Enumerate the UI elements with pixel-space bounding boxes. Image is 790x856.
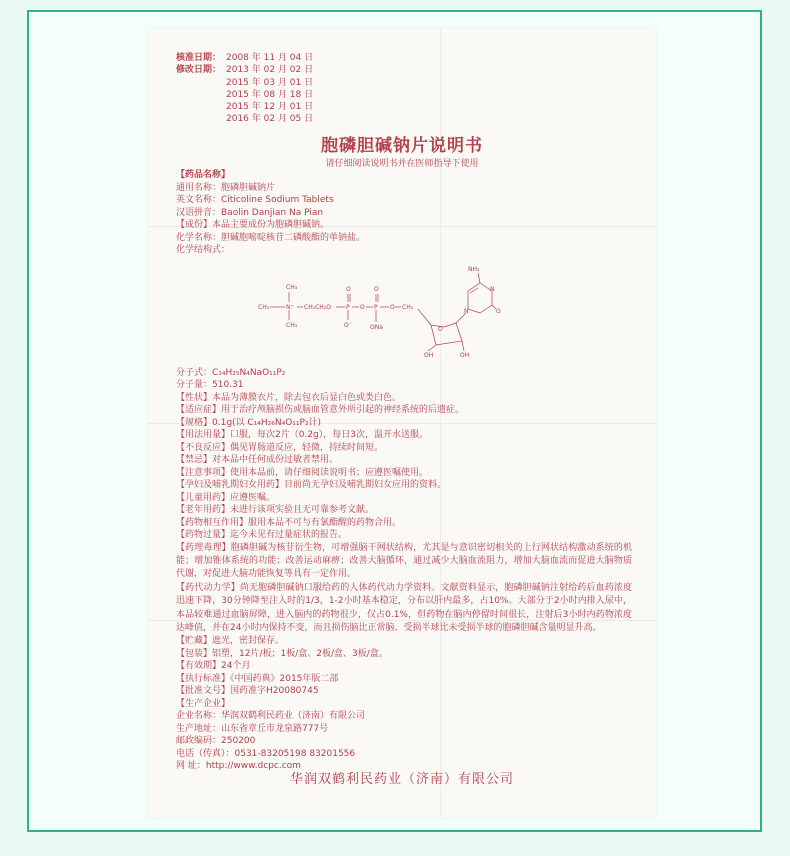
amino-label: NH₂ (468, 265, 480, 273)
section-children: 【儿童用药】应遵医嘱。 (176, 492, 276, 503)
methyl-label: CH₃ (258, 303, 270, 311)
date-label: 核准日期： (176, 53, 222, 63)
section-specification: 【规格】0.1g(以 C₁₄H₂₆N₄O₁₁P₂计) (176, 417, 322, 428)
company-address: 生产地址：山东省章丘市龙泉路777号 (176, 723, 329, 734)
date-value: 2013 年 02 月 02 日 (226, 65, 314, 76)
nitrogen-label: N (464, 307, 469, 315)
document-title: 胞磷胆碱钠片说明书 (321, 136, 483, 156)
section-properties: 【性状】本品为薄膜衣片，除去包衣后显白色或类白色。 (176, 392, 402, 403)
date-label (176, 113, 226, 125)
section-storage: 【贮藏】遮光，密封保存。 (176, 636, 285, 647)
structure-label: 化学结构式： (176, 245, 231, 255)
section-standard: 【执行标准】《中国药典》2015年版二部 (176, 673, 339, 684)
methyl-label: CH₃ (286, 321, 298, 329)
section-ingredients: 【成份】本品主要成份为胞磷胆碱钠。 (176, 220, 330, 230)
phosphorus-label: P (346, 303, 350, 311)
section-indications: 【适应症】用于治疗颅脑损伤或脑血管意外所引起的神经系统的后遗症。 (176, 405, 465, 415)
company-phone: 电话（传真）：0531-83205198 83201556 (176, 748, 356, 759)
section-elderly: 【老年用药】未进行该项实验且无可靠参考文献。 (176, 505, 375, 515)
oxide-label: O⁻ (344, 321, 352, 329)
section-validity: 【有效期】24个月 (176, 661, 251, 672)
company-name: 企业名称：华润双鹤利民药业（济南）有限公司 (176, 711, 366, 722)
oxygen-label: O (438, 325, 443, 333)
date-row (176, 64, 316, 76)
section-overdose: 【药物过量】迄今未见有过量症状的报告。 (176, 530, 348, 540)
date-value: 2015 年 03 月 01 日 (226, 77, 314, 88)
date-value: 2016 年 02 月 05 日 (226, 114, 314, 125)
date-row (176, 89, 316, 101)
ethylene-label: CH₂CH₂O (304, 303, 331, 311)
section-pregnancy: 【孕妇及哺乳期妇女用药】目前尚无孕妇及哺乳期妇女应用的资料。 (176, 480, 447, 490)
english-name: 英文名称：Citicoline Sodium Tablets (176, 195, 334, 205)
date-label (176, 77, 226, 89)
generic-name: 通用名称：胞磷胆碱钠片 (176, 182, 276, 193)
section-adverse-reactions: 【不良反应】偶见胃肠道反应，轻微，持续时间短。 (176, 442, 384, 453)
section-dosage: 【用法用量】口服，每次2片（0.2g），每日3次，温开水送服。 (176, 430, 428, 440)
section-approval-number: 【批准文号】国药准字H20080745 (176, 686, 319, 697)
sodium-oxide-label: ONa (370, 323, 383, 331)
date-label: 修改日期： (176, 65, 222, 76)
hydroxyl-label: OH (460, 351, 470, 359)
oxygen-label: O (374, 285, 379, 293)
section-precautions: 【注意事项】使用本品前，请仔细阅读说明书；应遵医嘱使用。 (176, 467, 429, 478)
molecular-weight: 分子量：510.31 (176, 380, 244, 390)
phosphorus-label: P (374, 303, 378, 311)
methylene-label: CH₂ (402, 303, 414, 311)
nitrogen-label: N (490, 285, 495, 293)
section-manufacturer: 【生产企业】 (176, 698, 231, 709)
date-label (176, 101, 226, 113)
hydroxyl-label: OH (424, 351, 434, 359)
oxygen-label: O (346, 285, 351, 293)
date-row (176, 101, 316, 113)
section-interactions: 【药物相互作用】服用本品不可与有氯酯醒的药物合用。 (176, 517, 402, 528)
section-contraindications: 【禁忌】对本品中任何成份过敏者禁用。 (176, 455, 339, 465)
date-value: 2015 年 12 月 01 日 (226, 102, 314, 113)
date-row (176, 52, 316, 64)
company-footer: 华润双鹤利民药业（济南）有限公司 (289, 772, 514, 787)
oxygen-label: O (390, 303, 395, 311)
chemical-name: 化学名称：胆碱胞嘧啶核苷二磷酸酯的单钠盐。 (176, 232, 366, 243)
date-row (176, 77, 316, 89)
date-row (176, 113, 316, 125)
date-label (176, 89, 226, 101)
approval-dates (176, 52, 316, 126)
methyl-label: CH₃ (286, 283, 298, 291)
pinyin-name: 汉语拼音：Baolin Danjian Na Pian (176, 207, 324, 218)
leaflet-paper (148, 28, 656, 818)
chemical-structure (176, 257, 632, 367)
quaternary-nitrogen-label: N⁺ (286, 303, 294, 311)
company-postcode: 邮政编码：250200 (176, 736, 256, 747)
date-value: 2008 年 11 月 04 日 (226, 53, 314, 63)
leaflet-content (176, 169, 632, 773)
section-drug-name: 【药品名称】 (176, 170, 231, 180)
section-pharmacokinetics: 【药代动力学】尚无胞磷胆碱钠口服给药的人体药代动力学资料。文献资料显示，胞磷胆碱钠注射给药后血药浓度迅速下降，30分钟降至注入时的1/3，1-2小时基本稳定，分布以肝内最多，占10%。大部分于2小时内排入尿中，本品较难通过血脑屏障，进入脑内的药物很少，仅占0.1%，但药物在脑内停留时间很长，注射后3小时内药物浓度达峰值，并在24小时内保持不变，而且损伤脑比正常脑、受损半球比未受损半球的胞磷胆碱含量明显升高。 (176, 582, 632, 633)
date-value: 2015 年 08 月 18 日 (226, 89, 314, 100)
document-subtitle: 请仔细阅读说明书并在医师指导下使用 (325, 159, 479, 169)
company-website: 网 址：http://www.dcpc.com (176, 761, 301, 772)
oxygen-label: O (360, 303, 365, 311)
structure-diagram (256, 257, 556, 367)
molecular-formula: 分子式：C₁₄H₂₅N₄NaO₁₁P₂ (176, 367, 286, 378)
section-packaging: 【包装】铝塑，12片/板；1板/盒、2板/盒、3板/盒。 (176, 648, 388, 659)
section-pharmacology: 【药理毒理】胞磷胆碱为核苷衍生物，可增强脑干网状结构，尤其是与意识密切相关的上行网状结构激动系统的机能；增加锥体系统的功能；改善运动麻痹；改善大脑循环，通过减少大脑血流阻力，增加大脑血流而促进大脑物质代谢，对促进大脑功能恢复等具有一定作用。 (176, 542, 632, 580)
oxygen-label: O (496, 307, 501, 315)
